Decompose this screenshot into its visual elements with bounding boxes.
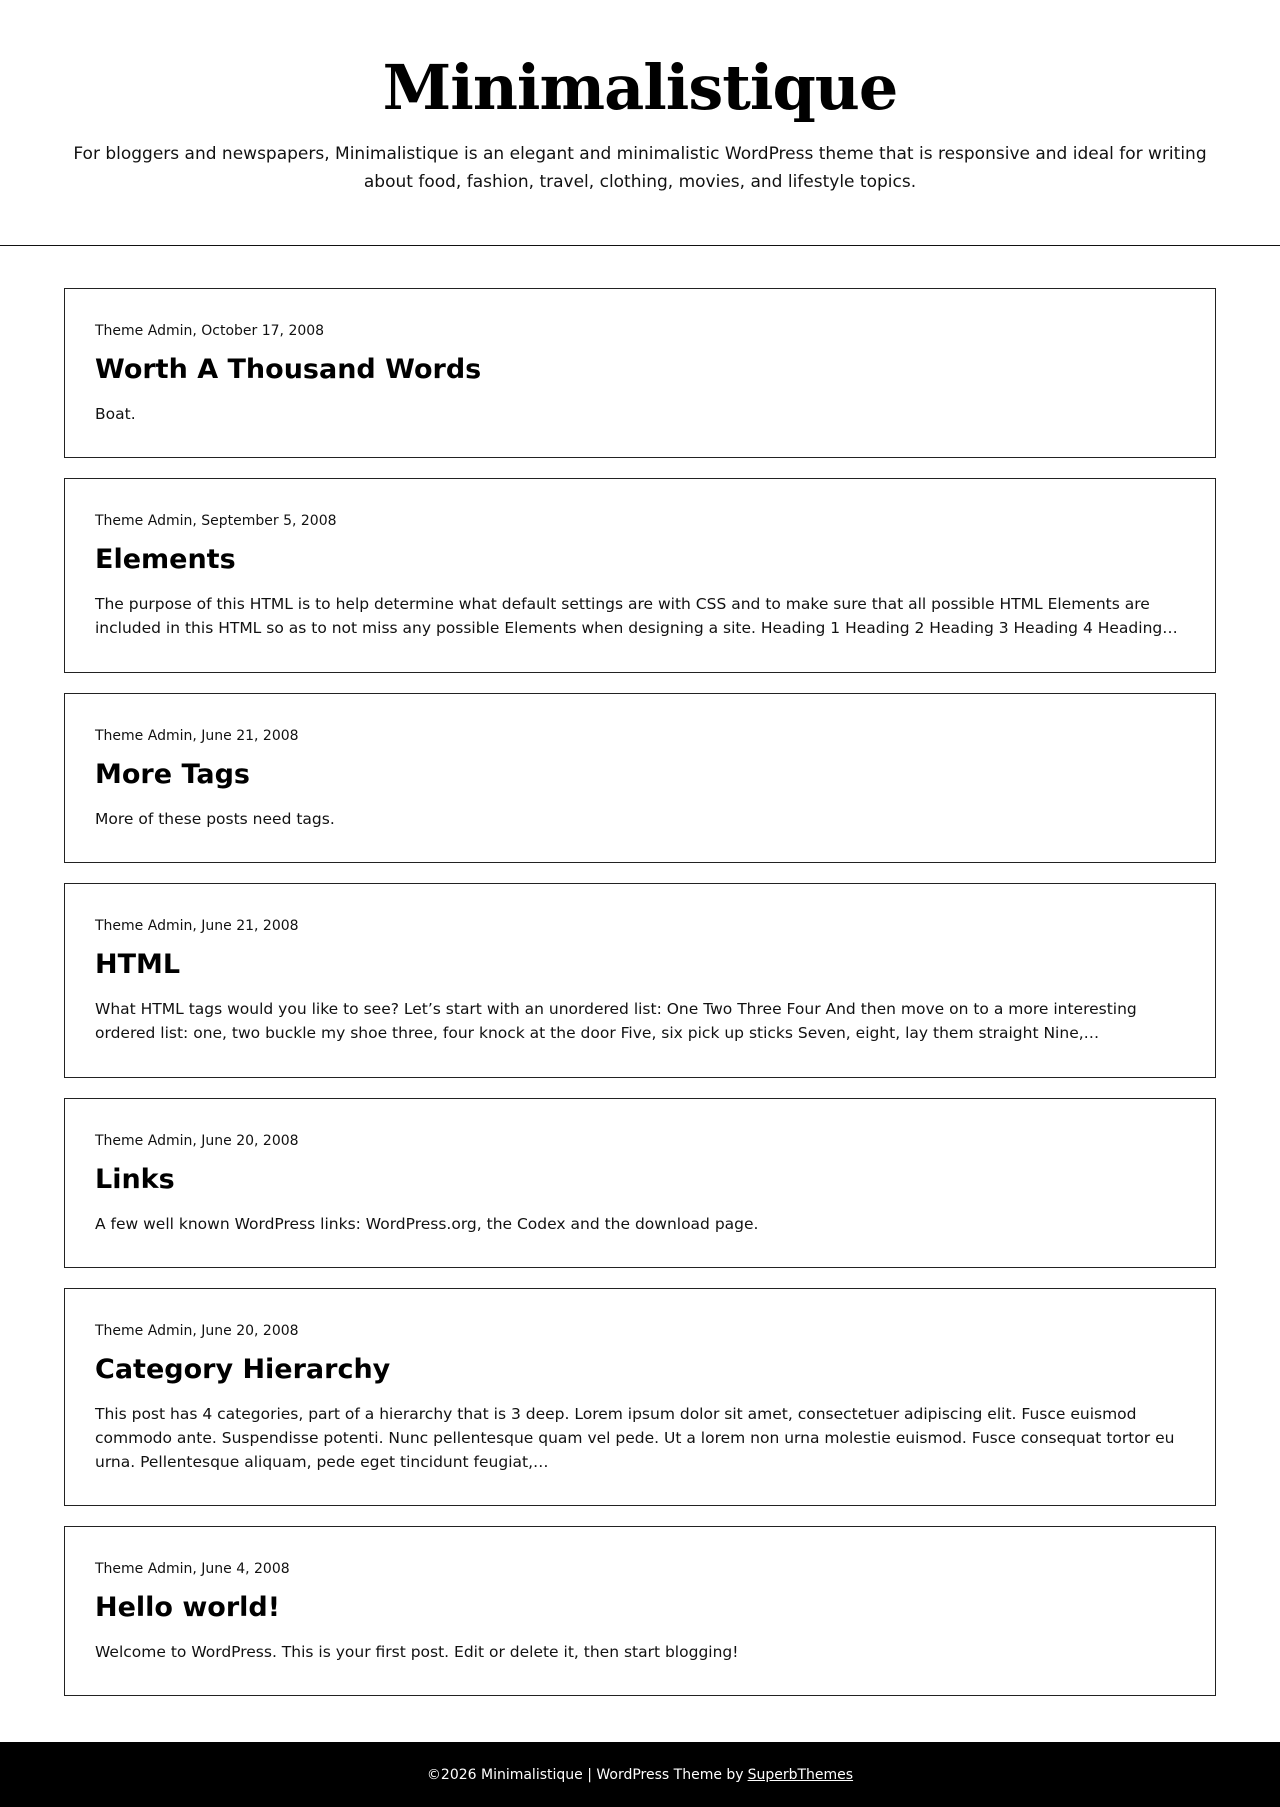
post-excerpt: What HTML tags would you like to see? Let’s start with an unordered list: One Two Three Four And then move on to a more interesting ordered list: one, two buckle my shoe three, four knock at the door Five, six pick up sticks Seven, eight, lay them straight Nine,… xyxy=(95,1000,1137,1042)
post-card xyxy=(64,478,1216,673)
post-excerpt: Welcome to WordPress. This is your first post. Edit or delete it, then start blogging! xyxy=(95,1643,739,1661)
post-card xyxy=(64,693,1216,863)
site-title[interactable]: Minimalistique xyxy=(382,51,898,124)
post-title-link[interactable]: Elements xyxy=(95,544,236,575)
post-card xyxy=(64,1098,1216,1268)
site-footer xyxy=(0,1742,1280,1807)
post-title-link[interactable]: Hello world! xyxy=(95,1592,281,1623)
post-excerpt: Boat. xyxy=(95,405,136,423)
post-excerpt: The purpose of this HTML is to help determine what default settings are with CSS and to make sure that all possible HTML Elements are included in this HTML so as to not miss any possible Elements when designing a site. Heading 1 Heading 2 Heading 3 Heading 4 Heading… xyxy=(95,595,1178,637)
post-card xyxy=(64,288,1216,458)
post-title-link[interactable]: HTML xyxy=(95,949,181,980)
footer-copyright: ©2026 Minimalistique | WordPress Theme by xyxy=(426,1766,744,1783)
post-title-link[interactable]: Worth A Thousand Words xyxy=(95,354,482,385)
post-card xyxy=(64,1288,1216,1506)
post-title-link[interactable]: Category Hierarchy xyxy=(95,1354,391,1385)
post-title-link[interactable]: Links xyxy=(95,1164,175,1195)
post-meta: Theme Admin, September 5, 2008 xyxy=(95,513,337,529)
post-meta: Theme Admin, June 20, 2008 xyxy=(95,1323,299,1339)
post-excerpt: A few well known WordPress links: WordPress.org, the Codex and the download page. xyxy=(95,1215,759,1233)
post-excerpt: This post has 4 categories, part of a hierarchy that is 3 deep. Lorem ipsum dolor sit amet, consectetuer adipiscing elit. Fusce euismod commodo ante. Suspendisse potenti. Nunc pellentesque quam vel pede. Ut a lorem non urna molestie euismod. Fusce consequat tortor eu urna. Pellentesque aliquam, pede eget tincidunt feugiat,… xyxy=(95,1405,1175,1471)
post-meta: Theme Admin, October 17, 2008 xyxy=(95,323,325,339)
site-description: For bloggers and newspapers, Minimalistique is an elegant and minimalistic WordPress theme that is responsive and ideal for writing about food, fashion, travel, clothing, movies, and lifestyle topics. xyxy=(73,144,1207,192)
post-list xyxy=(64,288,1216,1716)
footer-theme-link[interactable]: SuperbThemes xyxy=(747,1766,854,1783)
post-meta: Theme Admin, June 21, 2008 xyxy=(95,728,299,744)
post-title-link[interactable]: More Tags xyxy=(95,759,250,790)
post-card xyxy=(64,1526,1216,1696)
post-meta: Theme Admin, June 20, 2008 xyxy=(95,1133,299,1149)
post-excerpt: More of these posts need tags. xyxy=(95,810,335,828)
post-meta: Theme Admin, June 21, 2008 xyxy=(95,918,299,934)
post-meta: Theme Admin, June 4, 2008 xyxy=(95,1561,290,1577)
site-header xyxy=(0,0,1280,246)
post-card xyxy=(64,883,1216,1078)
